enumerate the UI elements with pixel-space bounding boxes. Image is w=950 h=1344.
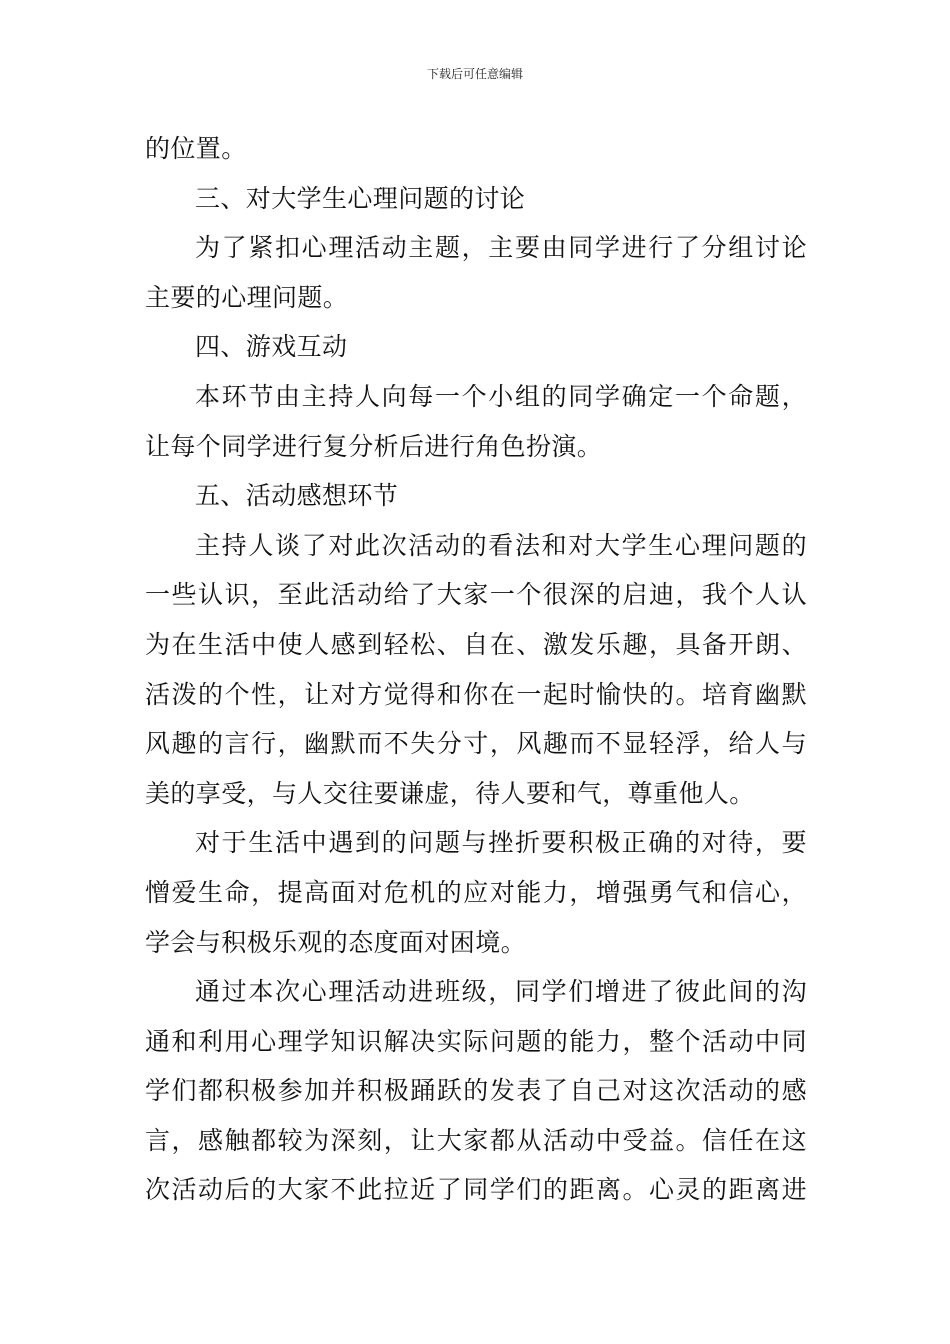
text-line: 活泼的个性，让对方觉得和你在一起时愉快的。培育幽默 <box>145 679 807 709</box>
text-line: 学会与积极乐观的态度面对困境。 <box>145 927 527 957</box>
text-line: 美的享受，与人交往要谦虚，待人要和气，尊重他人。 <box>145 778 755 808</box>
text-line: 次活动后的大家不此拉近了同学们的距离。心灵的距离进 <box>145 1175 807 1205</box>
text-line: 一些认识，至此活动给了大家一个很深的启迪，我个人认 <box>145 580 807 610</box>
text-line: 对于生活中遇到的问题与挫折要积极正确的对待，要 <box>195 828 807 858</box>
text-line: 通过本次心理活动进班级，同学们增进了彼此间的沟 <box>195 977 807 1007</box>
text-line: 憎爱生命，提高面对危机的应对能力，增强勇气和信心， <box>145 877 807 907</box>
page-header: 下载后可任意编辑 <box>426 67 523 81</box>
text-line: 风趣的言行，幽默而不失分寸，风趣而不显轻浮，给人与 <box>145 729 807 759</box>
section-heading: 三、对大学生心理问题的讨论 <box>195 183 526 213</box>
text-line: 通和利用心理学知识解决实际问题的能力，整个活动中同 <box>145 1026 807 1056</box>
text-line: 学们都积极参加并积极踊跃的发表了自己对这次活动的感 <box>145 1076 807 1106</box>
text-line: 本环节由主持人向每一个小组的同学确定一个命题， <box>195 381 807 411</box>
text-line: 让每个同学进行复分析后进行角色扮演。 <box>145 431 603 461</box>
text-line: 的位置。 <box>145 134 247 163</box>
text-line: 为在生活中使人感到轻松、自在、激发乐趣，具备开朗、 <box>145 629 807 659</box>
document-body <box>145 124 807 1215</box>
text-line: 为了紧扣心理活动主题，主要由同学进行了分组讨论 <box>195 233 807 263</box>
text-line: 主要的心理问题。 <box>145 282 349 312</box>
section-heading: 四、游戏互动 <box>195 332 348 362</box>
section-heading: 五、活动感想环节 <box>195 481 399 511</box>
text-line: 言，感触都较为深刻，让大家都从活动中受益。信任在这 <box>145 1125 807 1155</box>
text-line: 主持人谈了对此次活动的看法和对大学生心理问题的 <box>195 530 807 560</box>
